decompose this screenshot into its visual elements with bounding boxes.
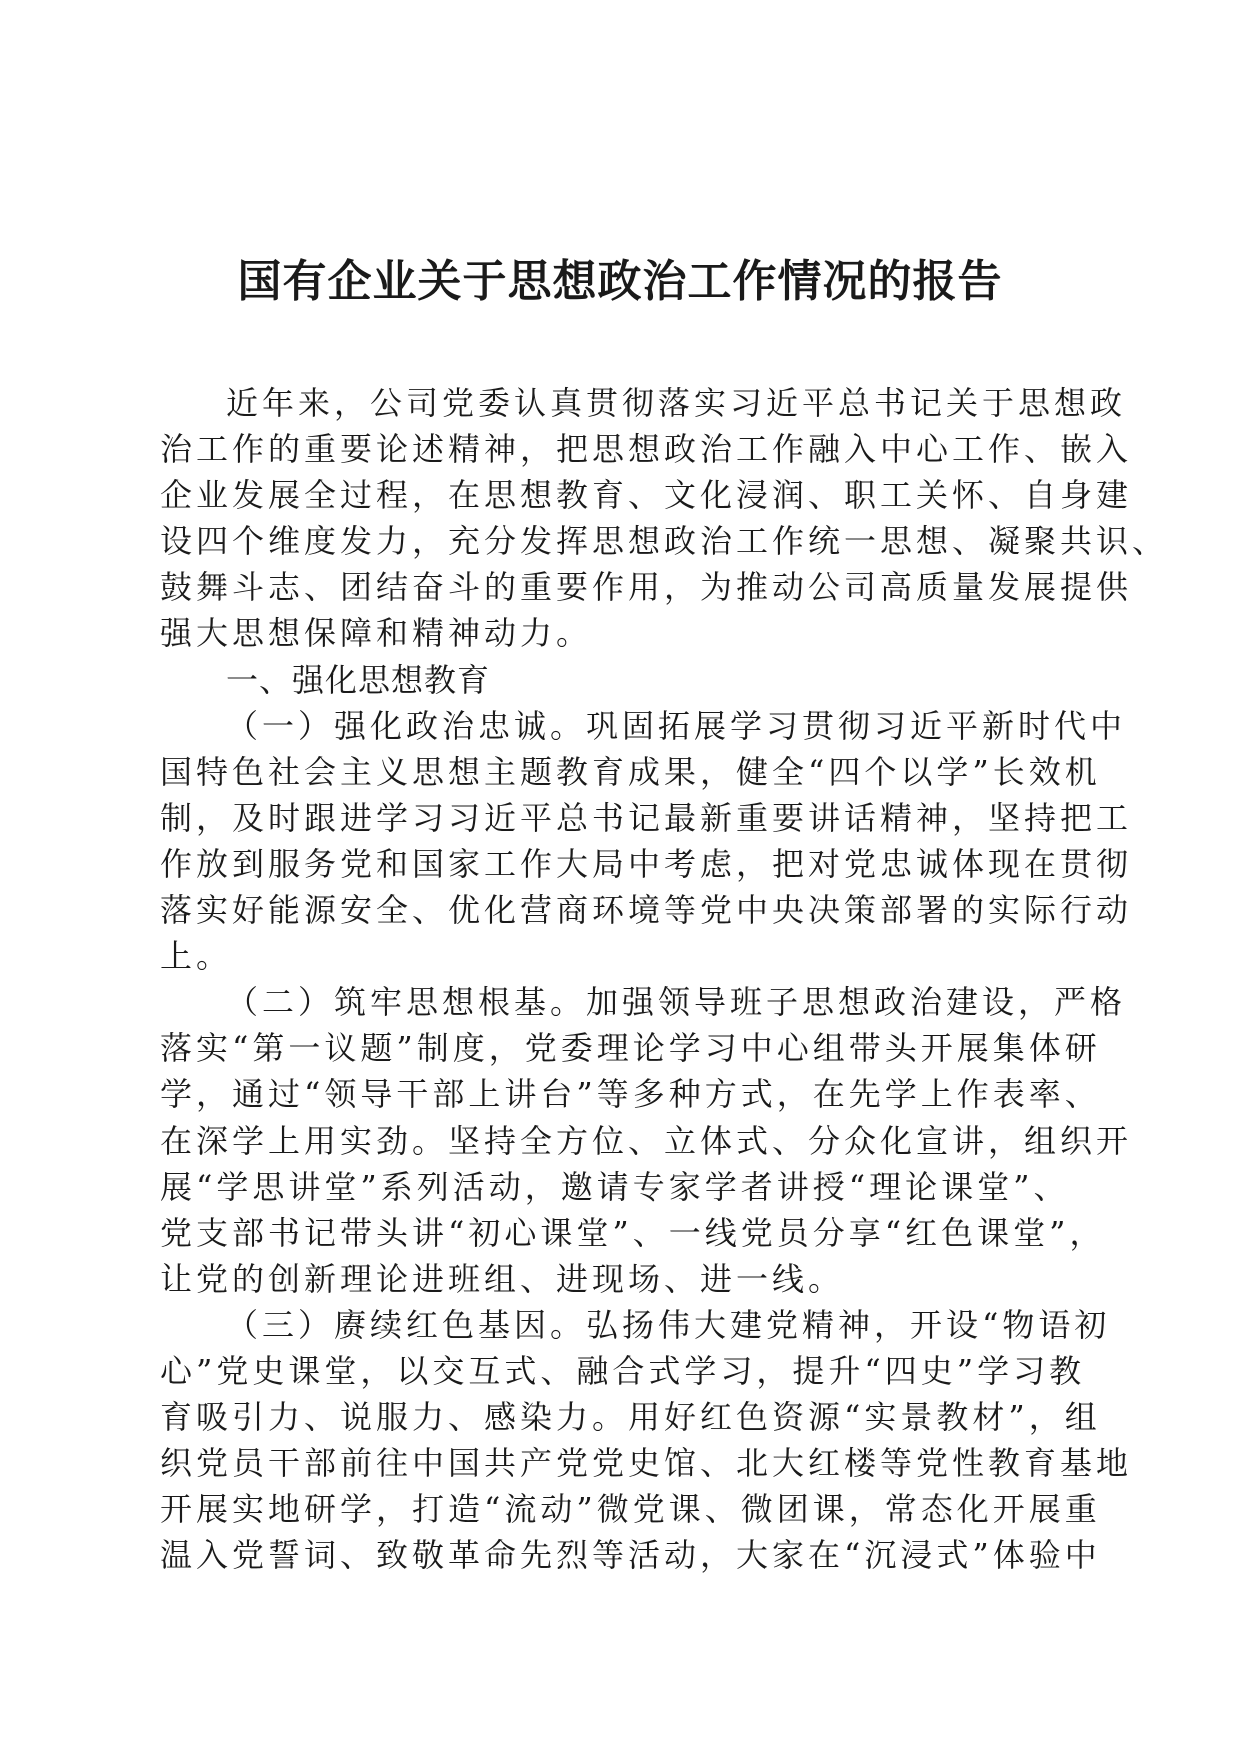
body-line: 党支部书记带头讲“初心课堂”、一线党员分享“红色课堂”，: [160, 1213, 1106, 1252]
body-line: 温入党誓词、致敬革命先烈等活动，大家在“沉浸式”体验中: [160, 1536, 1101, 1575]
body-line: 让党的创新理论进班组、进现场、进一线。: [160, 1259, 845, 1298]
body-line: 制，及时跟进学习习近平总书记最新重要讲话精神，坚持把工: [160, 798, 1133, 837]
section-heading: 一、强化思想教育: [226, 660, 491, 699]
intro-line: 近年来，公司党委认真贯彻落实习近平总书记关于思想政: [226, 384, 1127, 422]
subsection-text: 巩固拓展学习贯彻习近平新时代中: [586, 706, 1127, 745]
body-line: 落实好能源安全、优化营商环境等党中央决策部署的实际行动: [160, 891, 1133, 930]
intro-line: 企业发展全过程，在思想教育、文化浸润、职工关怀、自身建: [160, 476, 1133, 515]
intro-line: 治工作的重要论述精神，把思想政治工作融入中心工作、嵌入: [160, 430, 1133, 469]
intro-line: 鼓舞斗志、团结奋斗的重要作用，为推动公司高质量发展提供: [160, 568, 1133, 607]
subsection-text: 加强领导班子思想政治建设，严格: [586, 983, 1127, 1022]
body-line: 开展实地研学，打造“流动”微党课、微团课，常态化开展重: [160, 1490, 1101, 1529]
subsection-first-line: [160, 979, 1127, 1025]
subsection-label: （一）强化政治忠诚。: [226, 706, 587, 745]
body-line: 在深学上用实劲。坚持全方位、立体式、分众化宣讲，组织开: [160, 1121, 1133, 1160]
subsection-label: （二）筑牢思想根基。: [226, 983, 587, 1022]
intro-line: 设四个维度发力，充分发挥思想政治工作统一思想、凝聚共识、: [160, 522, 1169, 561]
body-line: 学，通过“领导干部上讲台”等多种方式，在先学上作表率、: [160, 1075, 1101, 1114]
body-line: 上。: [160, 937, 233, 976]
document-body: [160, 380, 1169, 1578]
subsection-text: 弘扬伟大建党精神，开设“物语初: [586, 1305, 1111, 1344]
body-line: 育吸引力、说服力、感染力。用好红色资源“实景教材”，组: [160, 1398, 1101, 1437]
body-line: 展“学思讲堂”系列活动，邀请专家学者讲授“理论课堂”、: [160, 1167, 1070, 1206]
subsection-label: （三）赓续红色基因。: [226, 1305, 587, 1344]
body-line: 作放到服务党和国家工作大局中考虑，把对党忠诚体现在贯彻: [160, 844, 1133, 883]
intro-line: 强大思想保障和精神动力。: [160, 614, 593, 653]
body-line: 织党员干部前往中国共产党党史馆、北大红楼等党性教育基地: [160, 1444, 1133, 1483]
body-line: 心”党史课堂，以交互式、融合式学习，提升“四史”学习教: [160, 1351, 1086, 1390]
document-title: 国有企业关于思想政治工作情况的报告: [237, 256, 1003, 307]
body-line: 国特色社会主义思想主题教育成果，健全“四个以学”长效机: [160, 752, 1101, 791]
subsection-first-line: [160, 1302, 1111, 1348]
body-line: 落实“第一议题”制度，党委理论学习中心组带头开展集体研: [160, 1029, 1101, 1068]
subsection-first-line: [160, 703, 1127, 749]
